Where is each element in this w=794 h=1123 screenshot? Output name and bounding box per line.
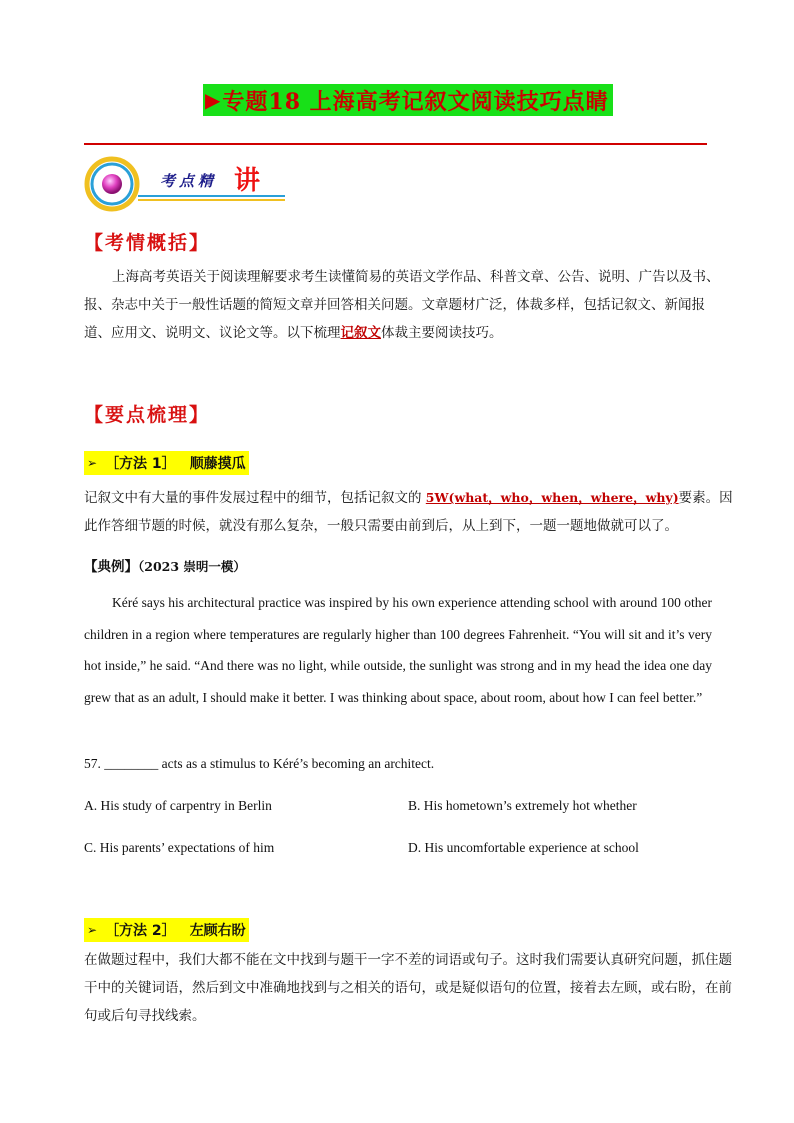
arrow-bullet-icon: ➢ [87,923,98,937]
example-label: 【典例】 [84,559,138,575]
badge-big-char: 讲 [234,166,261,196]
play-triangle-icon: ▶ [205,88,221,112]
overview-highlight: 记叙文 [340,325,381,341]
method-1-text-a: 记叙文中有大量的事件发展过程中的细节，包括记叙文的 [84,490,426,506]
badge-label: 考点精 [160,172,218,190]
page-title [203,84,613,116]
overview-paragraph [84,263,724,347]
title-divider [84,143,707,145]
method-1-text-b: 要素。因此作答细节题的时候，就没有那么复杂，一般只需要由前到后，从上到下，一题一题地做就可以了。 [84,490,733,534]
example-passage [84,587,712,713]
method-2-text: 在做题过程中，我们大都不能在文中找到与题干一字不差的词语或句子。这时我们需要认真研究问题，抓住题干中的关键词语，然后到文中准确地找到与之相关的语句，或是疑似语句的位置，接着去左顾，或右盼，在前句或后句寻找线索。 [84,952,732,1024]
overview-text-b: 体裁主要阅读技巧。 [381,325,503,341]
overview-text-a: 上海高考英语关于阅读理解要求考生读懂简易的英语文学作品、科普文章、公告、说明、广告以及书、报、杂志中关于一般性话题的简短文章并回答相关问题。文章题材广泛，体裁多样，包括记叙文、新闻报道、应用文、说明文、议论文等。以下梳理 [84,269,720,341]
arrow-bullet-icon: ➢ [87,456,98,470]
method-2-paragraph [84,946,734,1030]
page-title-text: 专题18 上海高考记叙文阅读技巧点睛 [222,88,609,115]
method-1-highlight: 5W(what，who，when，where，why) [425,490,679,505]
option-c: C. His parents’ expectations of him [84,840,275,855]
example-passage-text: Kéré says his architectural practice was inspired by his own experience attending school with around 100 other children in a region where temperatures are regularly higher than 100 degrees Fahrenheit. “You will sit and it’s very hot inside,” he said. “And there was no light, while outside, the sunlight was strong and in my head the idea one day grew that as an adult, I should make it better. I was thinking about space, about room, about how I can feel better.” [84,595,712,705]
option-b: B. His hometown’s extremely hot whether [408,798,637,813]
option-d: D. His uncomfortable experience at school [408,840,639,855]
method-2-heading [84,918,249,942]
section-heading-overview: 【考情概括】 [84,232,211,254]
example-heading [84,555,246,575]
option-a: A. His study of carpentry in Berlin [84,798,272,813]
method-2-label: ［方法 2］ [105,923,176,939]
method-1-paragraph [84,484,734,540]
method-2-name: 左顾右盼 [189,923,246,939]
example-question: 57. ________ acts as a stimulus to Kéré’s becoming an architect. [84,756,435,771]
method-1-name: 顺藤摸瓜 [189,456,246,472]
method-1-heading [84,451,249,475]
section-heading-keypoints: 【要点梳理】 [84,404,211,426]
method-1-label: ［方法 1］ [105,456,176,472]
example-source: （2023 崇明一模） [138,559,246,574]
